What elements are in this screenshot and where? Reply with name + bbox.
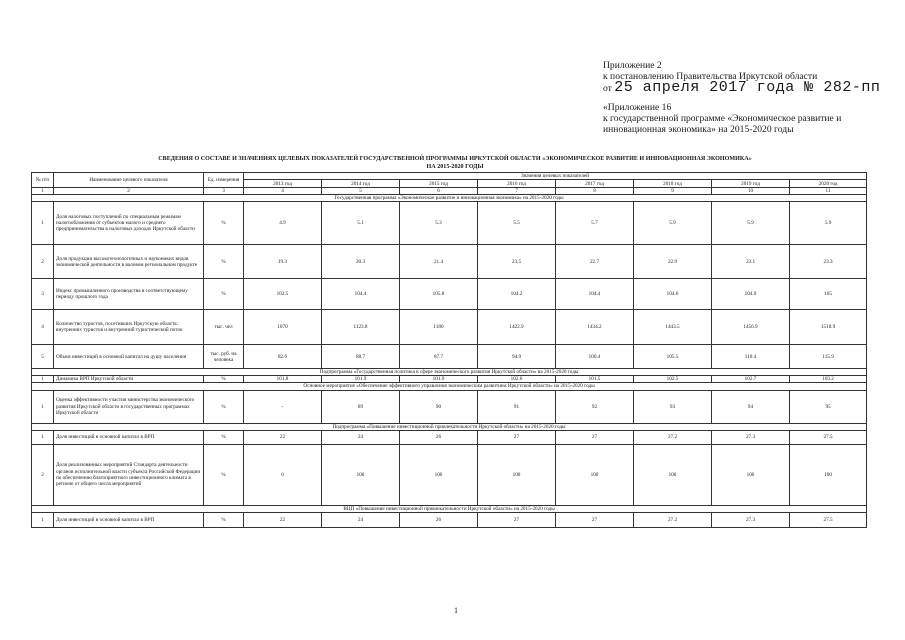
value-cell: 27 xyxy=(478,430,556,444)
value-cell: 95 xyxy=(790,390,867,423)
table-row xyxy=(32,376,867,383)
value-cell: 100 xyxy=(712,444,790,505)
value-cell: 27 xyxy=(478,512,556,527)
value-cell: 27.5 xyxy=(790,430,867,444)
unit-cell: % xyxy=(204,390,244,423)
value-cell: 94.9 xyxy=(478,345,556,369)
value-cell: 100 xyxy=(634,444,712,505)
annex-line-1: Приложение 2 xyxy=(603,60,662,71)
value-cell: 1180 xyxy=(400,310,478,345)
table-row xyxy=(32,390,867,423)
row-number: 1 xyxy=(32,390,54,423)
value-cell: 103.2 xyxy=(790,376,867,383)
value-cell: 88.7 xyxy=(322,345,400,369)
value-cell: 5.3 xyxy=(400,202,478,245)
value-cell: 89 xyxy=(322,390,400,423)
section-title: Подпрограмма «Государственная политика в сфере экономического развития Иркутской области» на 2015-2020 годы xyxy=(32,369,867,376)
value-cell: 5.9 xyxy=(634,202,712,245)
value-cell: 4.9 xyxy=(244,202,322,245)
value-cell: 5.7 xyxy=(556,202,634,245)
value-cell: 1434.2 xyxy=(556,310,634,345)
value-cell: 102.6 xyxy=(478,376,556,383)
row-number: 2 xyxy=(32,245,54,279)
indicator-name: Индекс промышленного производства в соответствующему периоду прошлого года xyxy=(54,279,204,310)
value-cell: 23.5 xyxy=(478,245,556,279)
annex-line-5: к государственной программе «Экономическое развитие и инновационная экономика» на 2015-2020 годы xyxy=(603,112,842,136)
row-number: 5 xyxy=(32,345,54,369)
indicator-name: Оценка эффективности участия министерства экономического развития Иркутской области в государственных программах Иркутской области xyxy=(54,390,204,423)
unit-cell: % xyxy=(204,279,244,310)
indicator-name: Доля реализованных мероприятий Стандарта деятельности органов исполнительной власти субъекта Российской Федерации по обеспечению благоприятного инвестиционного климата в регионе от общего числа мероприятий xyxy=(54,444,204,505)
column-number: 6 xyxy=(400,188,478,195)
indicator-name: Доля налоговых поступлений по специальным режимам налогообложения от субъектов малого и среднего предпринимательства в налоговых доходах Иркутской области xyxy=(54,202,204,245)
value-cell: 22.7 xyxy=(556,245,634,279)
annex-block xyxy=(603,60,881,136)
unit-cell: % xyxy=(204,512,244,527)
value-cell: 101.9 xyxy=(400,376,478,383)
value-cell: 27.2 xyxy=(634,430,712,444)
value-cell: 82.6 xyxy=(244,345,322,369)
unit-cell: % xyxy=(204,376,244,383)
header-name: Наименование целевого показателя xyxy=(54,173,204,188)
value-cell: 1422.9 xyxy=(478,310,556,345)
value-cell: 87.7 xyxy=(400,345,478,369)
table-row xyxy=(32,279,867,310)
table-row xyxy=(32,444,867,505)
value-cell: 5.1 xyxy=(322,202,400,245)
table-row xyxy=(32,245,867,279)
header-number: № п/п xyxy=(32,173,54,188)
value-cell: 27 xyxy=(556,512,634,527)
column-number: 1 xyxy=(32,188,54,195)
section-title: Основное мероприятие «Обеспечение эффективного управления экономическим развитием Иркутской области» на 2015-2020 годы xyxy=(32,383,867,390)
column-number: 2 xyxy=(54,188,204,195)
table-row xyxy=(32,430,867,444)
annex-line-2: к постановлению Правительства Иркутской области xyxy=(603,71,818,83)
decree-stamp: 25 апреля 2017 года № 282-пп xyxy=(614,79,881,97)
table-row xyxy=(32,202,867,245)
indicator-name: Объем инвестиций в основной капитал на душу населения xyxy=(54,345,204,369)
section-row xyxy=(32,369,867,376)
value-cell: 1518.9 xyxy=(790,310,867,345)
value-cell: 94 xyxy=(712,390,790,423)
section-row xyxy=(32,383,867,390)
value-cell: 1123.8 xyxy=(322,310,400,345)
document-title: СВЕДЕНИЯ О СОСТАВЕ И ЗНАЧЕНИЯХ ЦЕЛЕВЫХ ПОКАЗАТЕЛЕЙ ГОСУДАРСТВЕННОЙ ПРОГРАММЫ ИРКУТСКОЙ ОБЛАСТИ «ЭКОНОМИЧЕСКОЕ РАЗВИТИЕ И ИННОВАЦИОННАЯ ЭКОНОМИКА» xyxy=(158,156,752,162)
value-cell: 1456.9 xyxy=(712,310,790,345)
document-subtitle: НА 2015-2020 ГОДЫ xyxy=(426,164,484,170)
column-number: 7 xyxy=(478,188,556,195)
header-unit: Ед. измерения xyxy=(204,173,244,188)
header-year: 2017 год xyxy=(556,180,634,188)
value-cell: 23.3 xyxy=(790,245,867,279)
value-cell: 110.4 xyxy=(712,345,790,369)
value-cell: 5.9 xyxy=(790,202,867,245)
value-cell: 27.3 xyxy=(712,512,790,527)
column-number: 5 xyxy=(322,188,400,195)
value-cell: 93 xyxy=(634,390,712,423)
indicator-name: Динамика ВРП Иркутской области xyxy=(54,376,204,383)
value-cell: 26 xyxy=(400,512,478,527)
row-number: 1 xyxy=(32,376,54,383)
value-cell: 27.5 xyxy=(790,512,867,527)
value-cell: - xyxy=(244,390,322,423)
value-cell: 5.9 xyxy=(712,202,790,245)
value-cell: 101.8 xyxy=(244,376,322,383)
value-cell: 105.5 xyxy=(634,345,712,369)
row-number: 1 xyxy=(32,202,54,245)
column-number: 11 xyxy=(790,188,867,195)
value-cell: 115.9 xyxy=(790,345,867,369)
table-row xyxy=(32,345,867,369)
header-year: 2013 год xyxy=(244,180,322,188)
value-cell: 27 xyxy=(556,430,634,444)
value-cell: 26 xyxy=(400,430,478,444)
value-cell: 0 xyxy=(244,444,322,505)
unit-cell: % xyxy=(204,430,244,444)
value-cell: 102.7 xyxy=(712,376,790,383)
header-year: 2019 год xyxy=(712,180,790,188)
unit-cell: % xyxy=(204,444,244,505)
value-cell: 100 xyxy=(478,444,556,505)
value-cell: 91 xyxy=(478,390,556,423)
value-cell: 90 xyxy=(400,390,478,423)
unit-cell: тыс. руб. на человека xyxy=(204,345,244,369)
row-number: 3 xyxy=(32,279,54,310)
value-cell: 22 xyxy=(244,512,322,527)
value-cell: 104.9 xyxy=(712,279,790,310)
value-cell: 27.3 xyxy=(712,430,790,444)
value-cell: 104.6 xyxy=(634,279,712,310)
annex-from-label: от xyxy=(603,83,612,95)
value-cell: 104.4 xyxy=(556,279,634,310)
section-row xyxy=(32,505,867,512)
value-cell: 21.4 xyxy=(400,245,478,279)
value-cell: 19.3 xyxy=(244,245,322,279)
section-row xyxy=(32,195,867,202)
column-number: 8 xyxy=(556,188,634,195)
header-values: Значения целевых показателей xyxy=(244,173,867,180)
value-cell: 104.2 xyxy=(478,279,556,310)
header-year: 2020 год xyxy=(790,180,867,188)
header-year: 2016 год xyxy=(478,180,556,188)
indicator-name: Доля инвестиций в основной капитал в ВРП xyxy=(54,512,204,527)
indicator-name: Доля инвестиций в основной капитал в ВРП xyxy=(54,430,204,444)
row-number: 2 xyxy=(32,444,54,505)
value-cell: 100 xyxy=(400,444,478,505)
section-row xyxy=(32,423,867,430)
value-cell: 22.9 xyxy=(634,245,712,279)
unit-cell: % xyxy=(204,202,244,245)
value-cell: 24 xyxy=(322,430,400,444)
annex-date-line xyxy=(603,79,881,97)
indicator-name: Доля продукции высокотехнологичных и наукоемких видов экономической деятельности в валовом региональном продукте xyxy=(54,245,204,279)
page-number: 1 xyxy=(454,606,458,615)
column-number: 4 xyxy=(244,188,322,195)
value-cell: 101.9 xyxy=(322,376,400,383)
value-cell: 27.2 xyxy=(634,512,712,527)
section-title: Подпрограмма «Повышение инвестиционной привлекательности Иркутской области» на 2015-2020 годы xyxy=(32,423,867,430)
value-cell: 1443.5 xyxy=(634,310,712,345)
value-cell: 105.8 xyxy=(400,279,478,310)
value-cell: 100 xyxy=(556,444,634,505)
value-cell: 104.4 xyxy=(322,279,400,310)
table-row xyxy=(32,310,867,345)
column-number: 10 xyxy=(712,188,790,195)
value-cell: 100 xyxy=(790,444,867,505)
document-heading xyxy=(40,155,870,171)
table-row xyxy=(32,512,867,527)
section-title: ВЦП «Повышение инвестиционной привлекательности Иркутской области» на 2015-2020 годы xyxy=(32,505,867,512)
header-year: 2018 год xyxy=(634,180,712,188)
unit-cell: % xyxy=(204,245,244,279)
row-number: 1 xyxy=(32,512,54,527)
annex-line-4: «Приложение 16 xyxy=(603,101,672,113)
header-year: 2014 год xyxy=(322,180,400,188)
unit-cell: тыс. чел xyxy=(204,310,244,345)
value-cell: 92 xyxy=(556,390,634,423)
value-cell: 5.5 xyxy=(478,202,556,245)
value-cell: 24 xyxy=(322,512,400,527)
row-number: 1 xyxy=(32,430,54,444)
value-cell: 100 xyxy=(322,444,400,505)
value-cell: 105 xyxy=(790,279,867,310)
value-cell: 102.5 xyxy=(634,376,712,383)
value-cell: 20.3 xyxy=(322,245,400,279)
value-cell: 1070 xyxy=(244,310,322,345)
value-cell: 100.4 xyxy=(556,345,634,369)
value-cell: 23.1 xyxy=(712,245,790,279)
header-year: 2015 год xyxy=(400,180,478,188)
column-number: 9 xyxy=(634,188,712,195)
value-cell: 22 xyxy=(244,430,322,444)
value-cell: 102.5 xyxy=(244,279,322,310)
column-number: 3 xyxy=(204,188,244,195)
section-title: Государственная программа «Экономическое развитие и инновационная экономика» на 2015-2020 годы xyxy=(32,195,867,202)
row-number: 4 xyxy=(32,310,54,345)
indicator-name: Количество туристов, посетивших Иркутскую область: внутренних туристов и внутренний туристический поток xyxy=(54,310,204,345)
value-cell: 101.5 xyxy=(556,376,634,383)
indicators-table xyxy=(31,172,867,528)
